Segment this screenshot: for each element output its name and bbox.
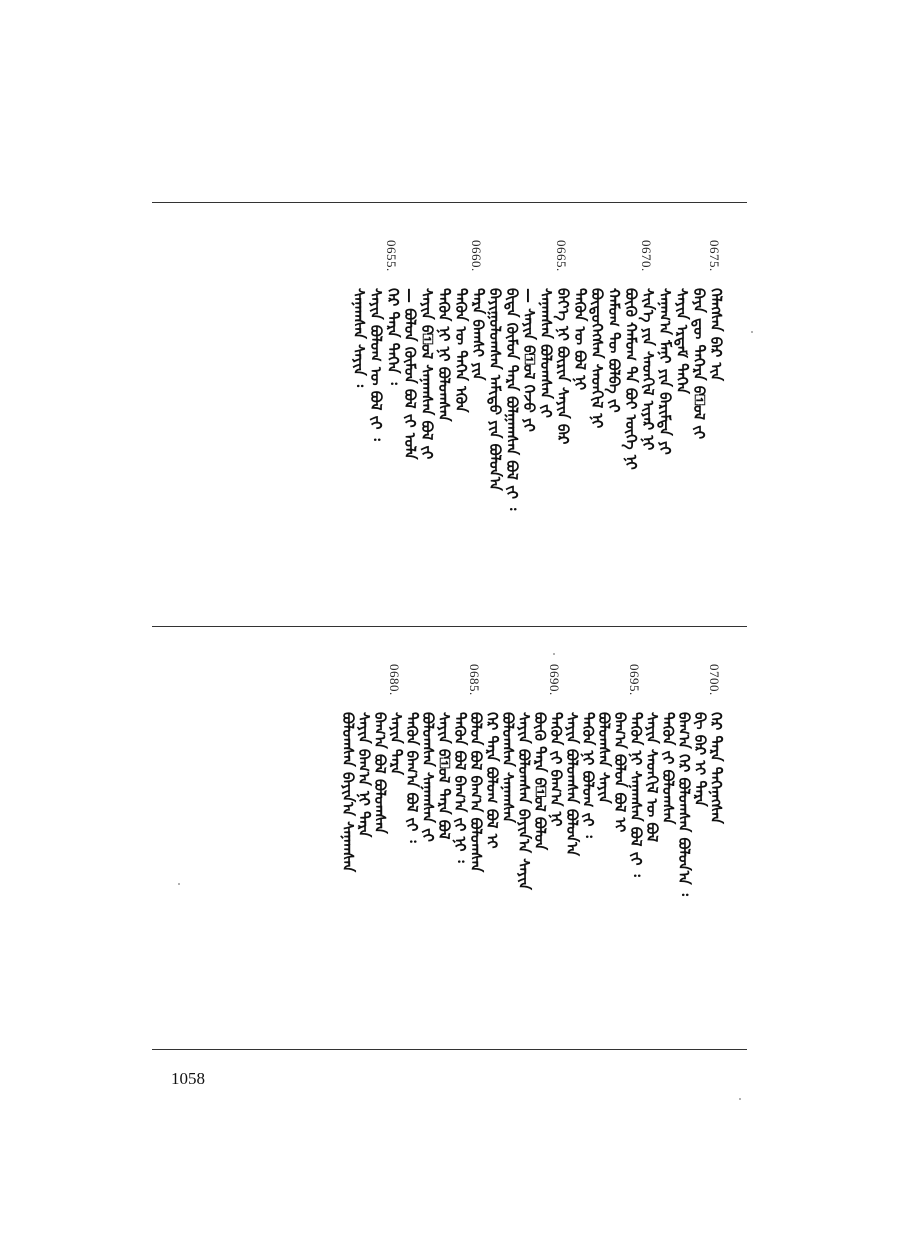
mongolian-verse-line: ᠪᠠᠭ᠎ᠠ ᠪᠣᠯ ᠪᠣᠯᠤᠭᠰᠠᠨ: [371, 712, 389, 834]
mongolian-verse-line: ᠲᠡᠭᠦᠨ ᠪᠠᠭ᠎ᠠ ᠪᠣᠯ ᠵᠢ ᠄: [403, 712, 421, 843]
line-number: 0675.: [707, 240, 722, 272]
speck-mark: [178, 883, 180, 885]
mongolian-verse-line: ᠪᠠᠭ᠎ᠠ ᠭᠡᠷ ᠪᠣᠯᠤᠭᠰᠠᠨ ᠪᠣᠯᠤᠨ᠎ᠠ ᠄: [675, 712, 693, 896]
line-number: 0695.: [627, 664, 642, 696]
mongolian-verse-line: ᠪᠣᠯᠤᠭᠰᠠᠨ ᠪᠠᠶᠢᠨ᠎ᠠ ᠰᠠᠨᠠᠭᠰᠠᠨ: [339, 712, 357, 873]
mongolian-verse-line: ᠲᠡᠭᠦᠨ ᠪᠣᠯ ᠪᠠᠭ᠎ᠠ ᠵᠢ ᠨᠢ ᠄: [451, 712, 469, 863]
middle-rule: [152, 626, 747, 627]
mongolian-verse-line: ᠪᠣᠯᠤᠭᠰᠠᠨ ᠰᠠᠨᠠᠭᠰᠠᠨ: [499, 712, 517, 823]
line-number: 0700.: [707, 664, 722, 696]
line-number: 0685.: [467, 664, 482, 696]
mongolian-verse-line: ᠰᠠᠶᠢᠨ ᠪᠣᠯᠤᠭᠰᠠᠨ ᠪᠣᠯᠤᠨ᠎ᠠ: [563, 712, 581, 857]
page-number: 1058: [171, 1069, 205, 1088]
mongolian-verse-line: ᠰᠠᠨᠠᠭ᠎ᠠ ᠮᠠᠨᠢ ᠶᠢᠨ ᠪᠠᠷᠢᠮᠲᠠ ᠶᠢ: [656, 288, 674, 455]
mongolian-verse-line: ᠬᠡᠷ ᠲᠡᠷᠡ ᠲᠡᠭᠡᠨ ᠄: [384, 288, 402, 385]
speck-mark: [751, 331, 753, 333]
mongolian-verse-line: ᠬᠡᠷ ᠲᠡᠷᠡ ᠲᠡᠭᠡᠨᠡᠭᠰᠡᠨ: [707, 712, 725, 824]
mongolian-verse-line: ᠲᠡᠭᠦᠨ ᠵᠢ ᠪᠣᠯᠤᠭᠰᠠᠨ: [659, 712, 677, 825]
mongolian-verse-line: ᠪᠠᠶᠢᠭᠤᠯᠤᠭᠰᠠᠨ ᠠᠮᠢᠳᠤ ᠶᠢᠨ ᠪᠣᠯᠤᠨ᠎ᠠ: [486, 288, 504, 491]
mongolian-verse-line: ᠪᠦᠲᠦᠭᠡᠭᠰᠡᠨ ᠰᠡᠳᠬᠢᠯ ᠨᠢ: [588, 288, 606, 429]
line-number: 0670.: [639, 240, 654, 272]
mongolian-verse-line: ᠪᠣᠯᠤᠭᠰᠠᠨ ᠰᠠᠶᠢᠨ: [595, 712, 613, 804]
mongolian-verse-line: ᠬᠠᠮᠤᠭ ᠲᠦ ᠪᠣᠯᠪᠠ ᠵᠢ: [605, 288, 623, 413]
mongolian-verse-line: ᠪᠢᠳᠡ ᠬᠦᠮᠦᠨ ᠲᠡᠷᠡ ᠪᠣᠯᠭᠠᠭᠰᠠᠨ ᠪᠣᠯ ᠵᠢ ᠄: [503, 288, 521, 511]
mongolian-verse-line: ᠰᠠᠶᠢᠨ ᠪᠠᠭ᠎ᠠ ᠨᠢ ᠲᠡᠷᠡ: [355, 712, 373, 838]
mongolian-verse-line: ᠪᠦᠬᠦ ᠲᠡᠷᠡ ᠪ᠋ᠣᠯ ᠪᠣᠯᠤᠨ: [531, 712, 549, 851]
line-number: 0655.: [384, 240, 399, 272]
mongolian-verse-line: ᠰᠠᠨᠠᠭᠰᠠᠨ ᠪᠣᠯᠤᠭᠰᠠᠨ ᠵᠢ: [537, 288, 555, 418]
mongolian-verse-line: ᠪᠦᠬᠦ ᠬᠠᠮᠤᠭ ᠲᠠ ᠪᠤᠢ ᠦᠭᠡ ᠨᠢ: [622, 288, 640, 470]
mongolian-verse-line: ᠲᠡᠭᠦᠨ ᠨᠢ ᠰᠠᠨᠠᠭᠰᠠᠨ ᠪᠣᠯ ᠵᠢ ᠄: [627, 712, 645, 877]
mongolian-verse-line: ᠲᠡᠭᠦᠨ ᠨᠢ ᠪᠣᠯᠤᠭ ᠵᠢ ᠄: [579, 712, 597, 838]
bottom-rule: [152, 1049, 747, 1050]
mongolian-verse-line: ᠬᠡᠷ ᠲᠡᠷᠡ ᠪᠣᠯᠤᠭ ᠪᠣᠯ ᠢ: [483, 712, 501, 849]
mongolian-verse-line: ᠪᠡᠶ᠎ᠡ ᠨᠢ ᠪᠦᠷᠢᠨ ᠰᠠᠶᠢᠨ ᠪᠡᠷ: [554, 288, 572, 445]
mongolian-verse-line: ᠪᠠᠭ᠎ᠠ ᠪᠣᠯᠤᠨ ᠪᠣᠯ ᠢ: [611, 712, 629, 833]
mongolian-verse-line: ᠪᠣᠯᠤᠨ ᠪᠣᠯ ᠪᠠᠭ᠎ᠠ ᠪᠣᠯᠤᠭᠰᠠᠨ: [467, 712, 485, 873]
mongolian-verse-line: ᠰᠢᠨ᠎ᠡ ᠶᠢᠨ ᠰᠡᠳᠬᠢᠯ ᠢᠶᠡᠷ ᠨᠢ: [639, 288, 657, 451]
upper-verse-block: [152, 240, 747, 614]
mongolian-verse-line: ᠪᠣᠯᠤᠭᠰᠠᠨ ᠰᠠᠨᠠᠭᠰᠠᠨ ᠵᠢ: [419, 712, 437, 842]
mongolian-verse-line: ᠰᠠᠶᠢᠨ ᠡᠷᠳᠡᠮ ᠳᠡᠭᠡᠨ: [673, 288, 691, 394]
mongolian-verse-line: ᠰᠠᠶᠢᠨ ᠲᠡᠷᠡ: [387, 712, 405, 776]
mongolian-verse-line: ᠬᠡᠯᠡᠭᠰᠡᠨ ᠪᠡᠷ ᠢᠨ: [707, 288, 725, 382]
mongolian-verse-line: — ᠰᠠᠶᠢᠨ ᠪ᠋ᠣᠯ ᠭᠡᠵᠦ ᠶᠢ: [520, 288, 538, 432]
lower-verse-block: [152, 664, 747, 1038]
mongolian-verse-line: ᠰᠠᠨᠠᠭᠰᠠᠨ ᠰᠠᠶᠢᠨ ᠄: [350, 288, 368, 388]
speck-mark: [553, 653, 555, 655]
line-number: 0680.: [387, 664, 402, 696]
mongolian-verse-line: ᠲᠡᠭᠦᠨ ᠵᠢ ᠪᠠᠭ᠎ᠠ ᠨᠢ: [547, 712, 565, 827]
mongolian-verse-line: ᠲᠡᠭᠦᠨ ᠦ ᠲᠡᠭᠡᠨ ᠡᠭᠦᠨ: [452, 288, 470, 413]
mongolian-verse-line: ᠰᠠᠶᠢᠨ ᠪᠣᠯᠤᠭ ᠦ ᠪᠣᠯ ᠵᠢ ᠄: [367, 288, 385, 441]
line-number: 0690.: [547, 664, 562, 696]
top-rule: [152, 202, 747, 203]
line-number: 0665.: [554, 240, 569, 272]
mongolian-verse-line: ᠰᠠᠶᠢᠨ ᠰᠡᠳᠬᠢᠯ ᠦ ᠪᠣᠯ: [643, 712, 661, 843]
mongolian-verse-line: ᠰᠠᠶᠢᠨ ᠪ᠋ᠣᠯ ᠰᠠᠨᠠᠭᠰᠠᠨ ᠪᠣᠯ ᠵᠢ: [418, 288, 436, 460]
mongolian-verse-line: — ᠪᠣᠯᠤᠨ ᠬᠦᠮᠦᠨ ᠪᠣᠯ ᠵᠢ ᠤᠯᠠ: [401, 288, 419, 460]
mongolian-verse-line: ᠲᠡᠷᠡ ᠪᠠᠭᠰᠢ ᠶᠢᠨ: [469, 288, 487, 381]
mongolian-verse-line: ᠲᠡᠭᠦᠨ ᠨᠢ ᠨᠢ ᠪᠣᠯᠤᠭᠰᠠᠨ: [435, 288, 453, 422]
mongolian-verse-line: ᠲᠡᠭᠦᠨ ᠦ ᠪᠣᠯ ᠨᠢ: [571, 288, 589, 391]
verse-column: [345, 244, 373, 614]
line-number: 0660.: [469, 240, 484, 272]
verse-column: [334, 668, 362, 1038]
mongolian-verse-line: ᠰᠠᠶᠢᠨ ᠪ᠋ᠣᠯ ᠲᠡᠷᠡ ᠪᠣᠯ: [435, 712, 453, 840]
mongolian-verse-line: ᠰᠠᠶᠢᠨ ᠪᠣᠯᠤᠭᠰᠠᠨ ᠪᠠᠶᠢᠨ᠎ᠠ ᠰᠠᠶᠢᠨ: [515, 712, 533, 890]
mongolian-verse-line: ᠪᠢ ᠪᠡᠷ ᠢ ᠲᠡᠷᠡ: [691, 712, 709, 807]
mongolian-verse-line: ᠪᠡᠶᠡ ᠳᠦ ᠳᠡᠭᠡᠷᠡ ᠪ᠋ᠣᠯ ᠵᠢ: [690, 288, 708, 440]
speck-mark: [739, 1098, 741, 1100]
